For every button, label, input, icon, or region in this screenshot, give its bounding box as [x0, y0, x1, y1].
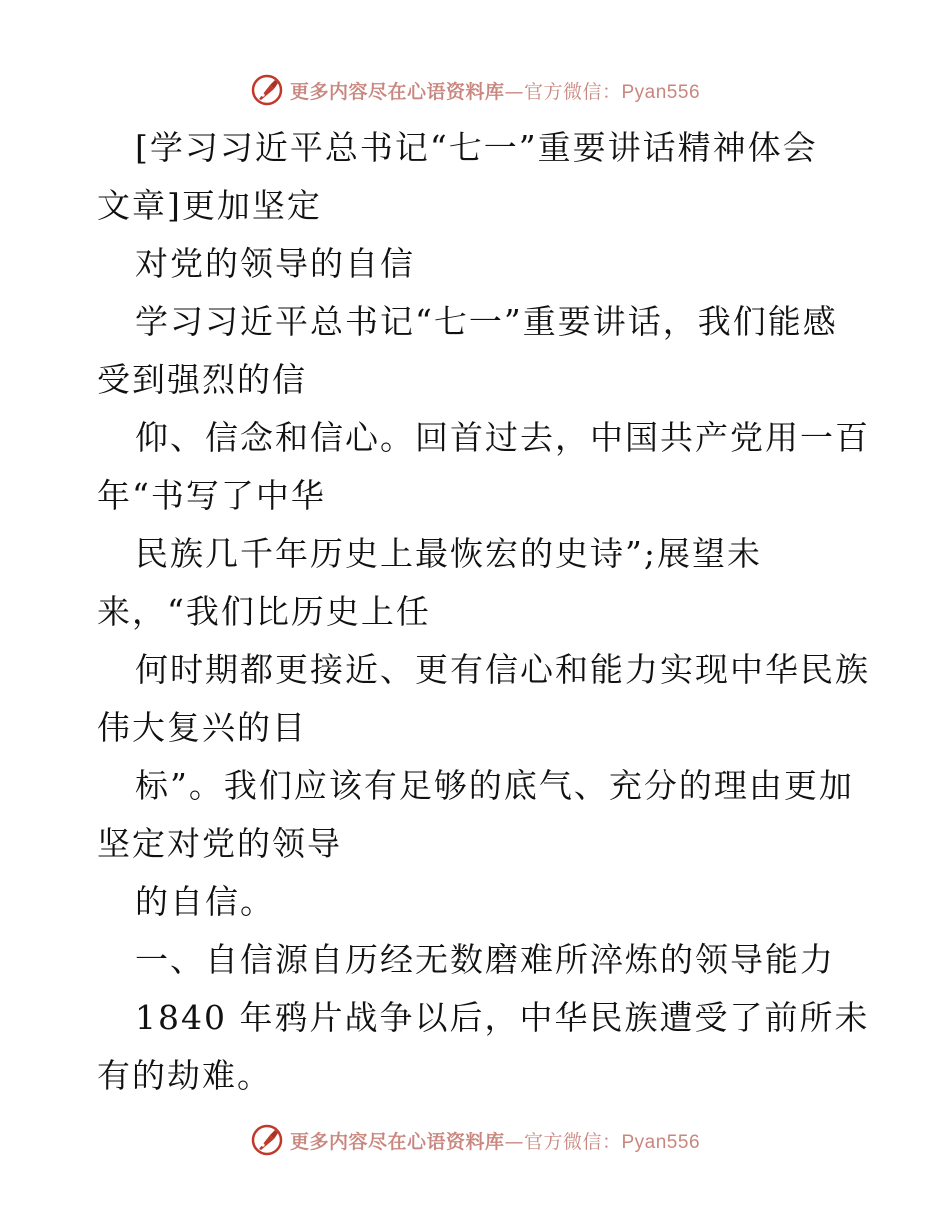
paragraph-line: 的自信。 [135, 882, 275, 921]
paragraph-line: 来，“我们比历史上任 [97, 592, 431, 631]
watermark-sub: 官方微信： [523, 80, 622, 103]
pen-nib-logo-icon [250, 73, 284, 107]
watermark-separator: — [504, 80, 524, 103]
header-watermark [0, 72, 950, 108]
title-line-1: [学习习近平总书记“七一”重要讲话精神体会 [135, 128, 818, 167]
watermark-separator: — [504, 1130, 524, 1153]
watermark-text [290, 77, 700, 104]
watermark-id: Pyan556 [621, 1131, 701, 1153]
document-body [97, 119, 870, 1105]
watermark-id: Pyan556 [621, 81, 701, 103]
title-line-2: 文章]更加坚定 [97, 186, 322, 225]
paragraph-line: 有的劫难。 [97, 1056, 272, 1095]
paragraph-line: 民族几千年历史上最恢宏的史诗”;展望未 [135, 534, 762, 573]
paragraph-line: 年“书写了中华 [97, 476, 326, 515]
paragraph-line: 受到强烈的信 [97, 360, 307, 399]
paragraph-line: 伟大复兴的目 [97, 708, 307, 747]
watermark-sub: 官方微信： [523, 1130, 622, 1153]
section-heading: 一、自信源自历经无数磨难所淬炼的领导能力 [135, 940, 835, 979]
paragraph-line: 学习习近平总书记“七一”重要讲话，我们能感 [135, 302, 838, 341]
watermark-main: 更多内容尽在心语资料库 [289, 80, 505, 103]
paragraph-line: 坚定对党的领导 [97, 824, 342, 863]
paragraph-line: 何时期都更接近、更有信心和能力实现中华民族 [135, 650, 870, 689]
watermark-main: 更多内容尽在心语资料库 [289, 1130, 505, 1153]
footer-watermark [0, 1122, 950, 1158]
paragraph-line: 仰、信念和信心。回首过去，中国共产党用一百 [135, 418, 870, 457]
subtitle-line: 对党的领导的自信 [135, 244, 415, 283]
paragraph-line: 1840 年鸦片战争以后，中华民族遭受了前所未 [135, 998, 870, 1037]
watermark-text [290, 1127, 700, 1154]
pen-nib-logo-icon [250, 1123, 284, 1157]
paragraph-line: 标”。我们应该有足够的底气、充分的理由更加 [135, 766, 854, 805]
